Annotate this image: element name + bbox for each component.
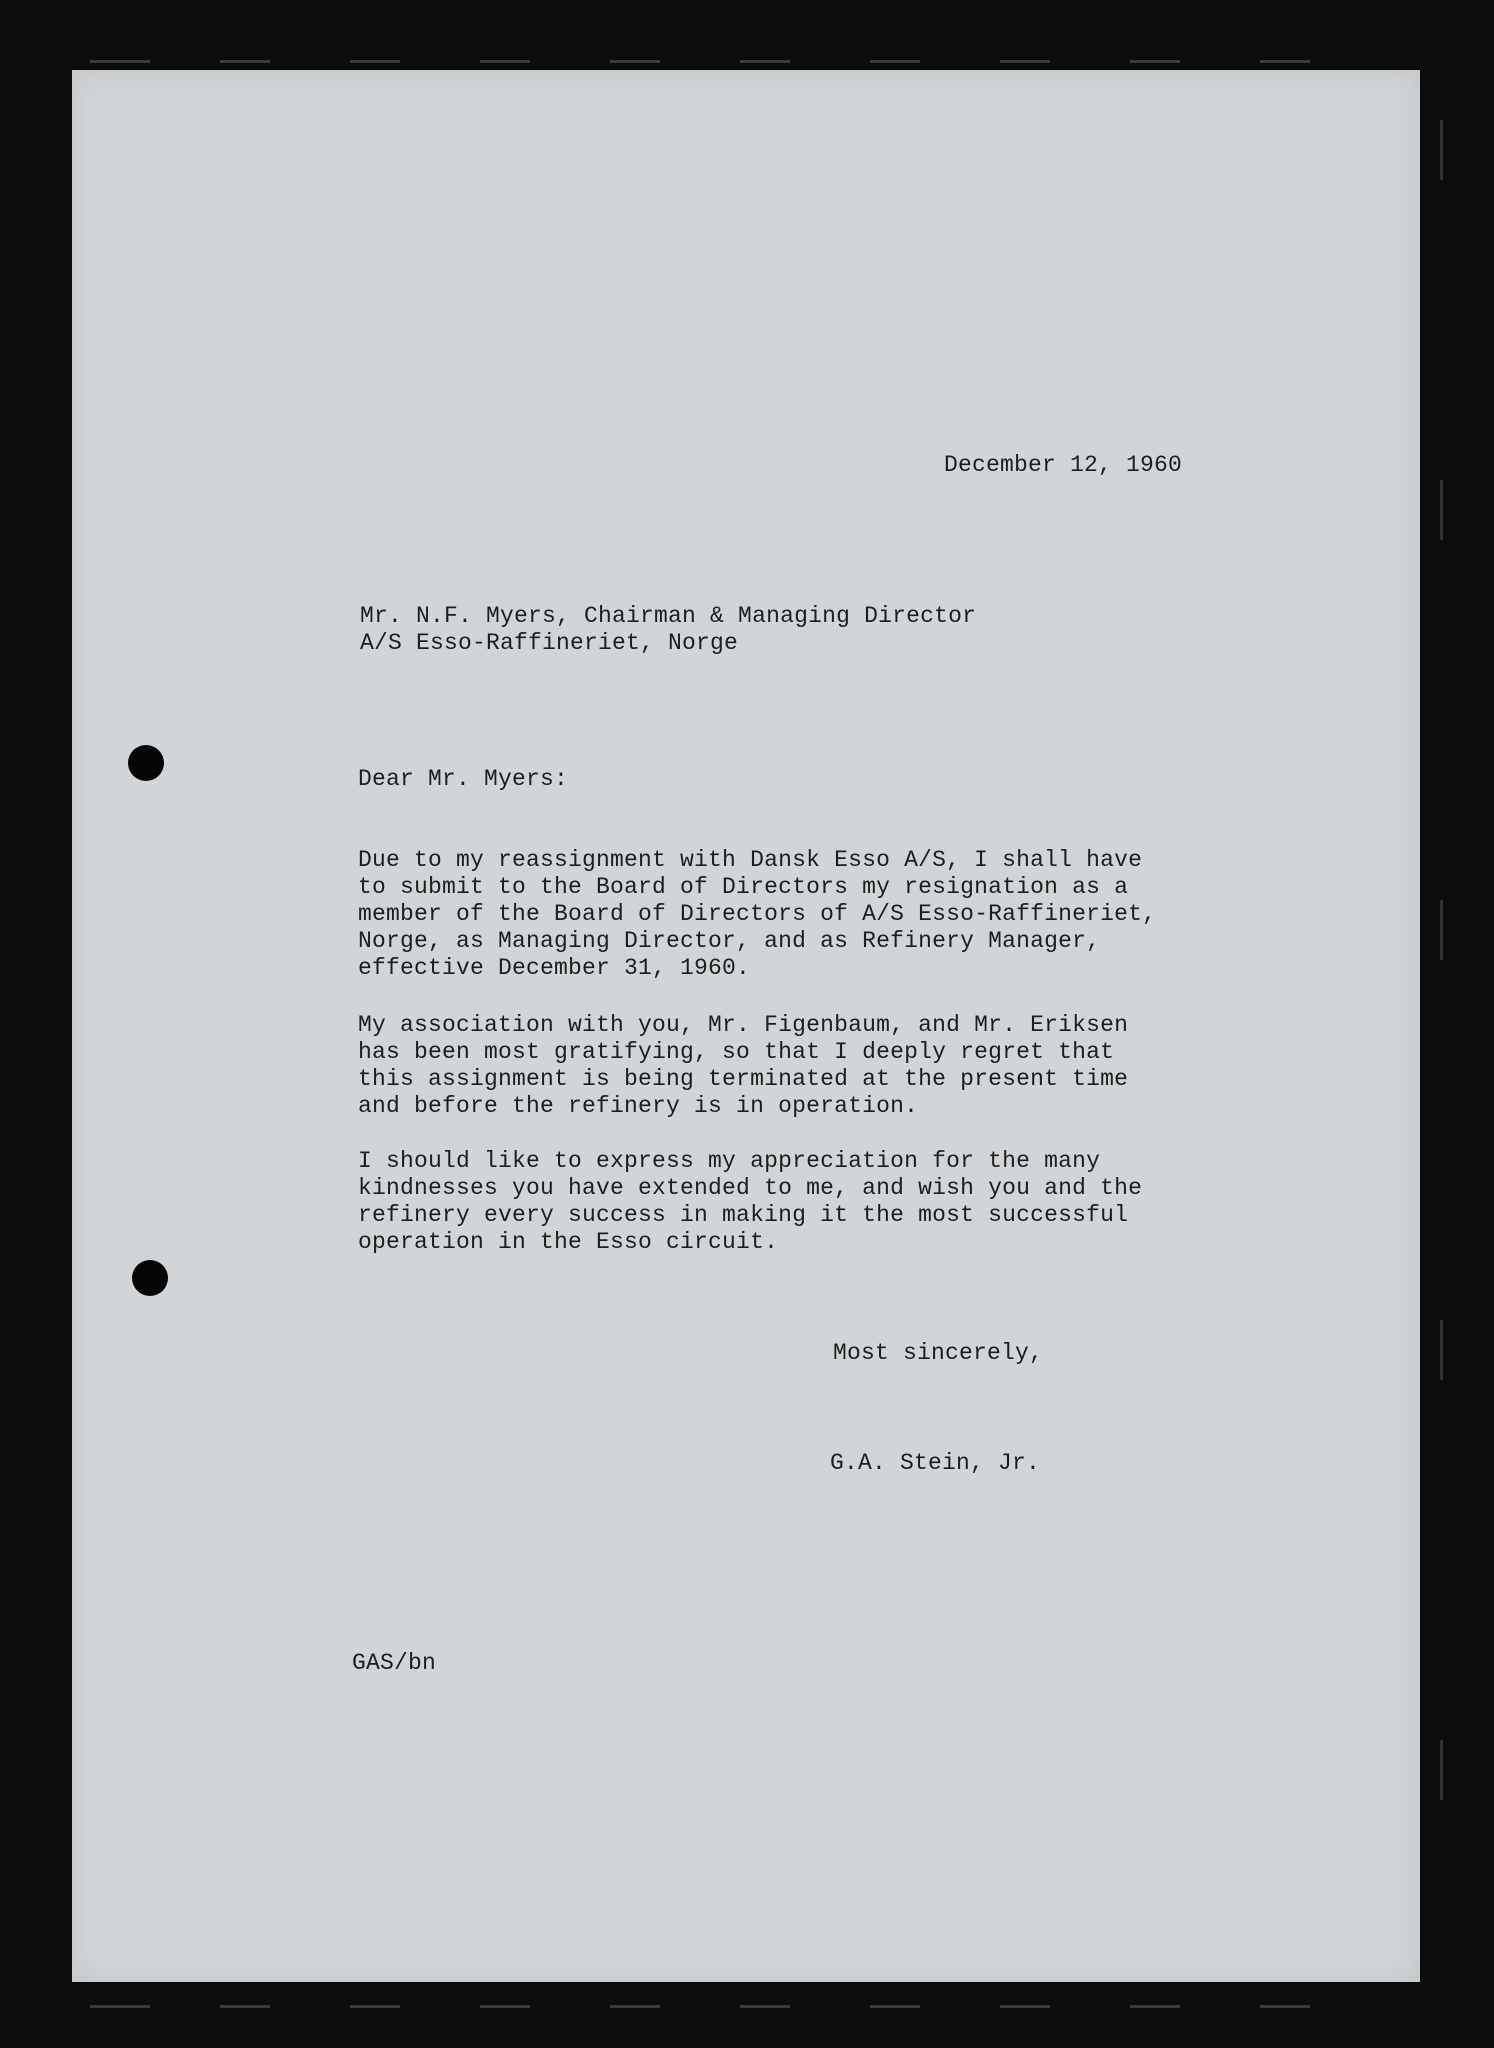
frame-mark [1440,1740,1443,1800]
frame-mark [1440,900,1443,960]
frame-mark [740,2005,790,2008]
frame-mark [220,60,270,63]
typist-initials: GAS/bn [352,1650,437,1676]
letter-date: December 12, 1960 [944,452,1183,478]
paragraph-line: Norge, as Managing Director, and as Refinery Manager, [358,928,1101,954]
paragraph-line: refinery every success in making it the most successful [358,1202,1129,1228]
paragraph-line: I should like to express my appreciation for the many [358,1148,1101,1174]
frame-mark [1260,60,1310,63]
frame-mark [1130,2005,1180,2008]
punch-hole [132,1260,168,1296]
paragraph-line: member of the Board of Directors of A/S Esso-Raffineriet, [358,901,1157,927]
paragraph-line: operation in the Esso circuit. [358,1229,779,1255]
paragraph-line: effective December 31, 1960. [358,955,751,981]
frame-mark [1440,120,1443,180]
frame-mark [1130,60,1180,63]
frame-mark [1000,60,1050,63]
frame-mark [870,2005,920,2008]
closing: Most sincerely, [833,1340,1044,1366]
frame-mark [350,60,400,63]
frame-mark [480,2005,530,2008]
punch-hole [128,745,164,781]
frame-mark [610,2005,660,2008]
frame-mark [740,60,790,63]
body-paragraph [358,1148,1218,1256]
frame-mark [1440,480,1443,540]
paragraph-line: Due to my reassignment with Dansk Esso A/S, I shall have [358,847,1143,873]
paragraph-line: has been most gratifying, so that I deeply regret that [358,1039,1115,1065]
recipient-line-1: Mr. N.F. Myers, Chairman & Managing Director [360,603,977,629]
salutation: Dear Mr. Myers: [358,766,569,792]
recipient-line-2: A/S Esso-Raffineriet, Norge [360,630,739,656]
paragraph-line: My association with you, Mr. Figenbaum, and Mr. Eriksen [358,1012,1129,1038]
paragraph-line: kindnesses you have extended to me, and wish you and the [358,1175,1143,1201]
frame-mark [1000,2005,1050,2008]
signature-name: G.A. Stein, Jr. [830,1450,1041,1476]
paragraph-line: this assignment is being terminated at the present time [358,1066,1129,1092]
paragraph-line: and before the refinery is in operation. [358,1093,919,1119]
paragraph-line: to submit to the Board of Directors my resignation as a [358,874,1129,900]
frame-mark [220,2005,270,2008]
frame-mark [480,60,530,63]
frame-mark [90,2005,150,2008]
frame-mark [870,60,920,63]
frame-mark [350,2005,400,2008]
frame-mark [1440,1320,1443,1380]
frame-mark [1260,2005,1310,2008]
frame-mark [90,60,150,63]
body-paragraph [358,1012,1218,1120]
body-paragraph [358,847,1218,982]
frame-mark [610,60,660,63]
